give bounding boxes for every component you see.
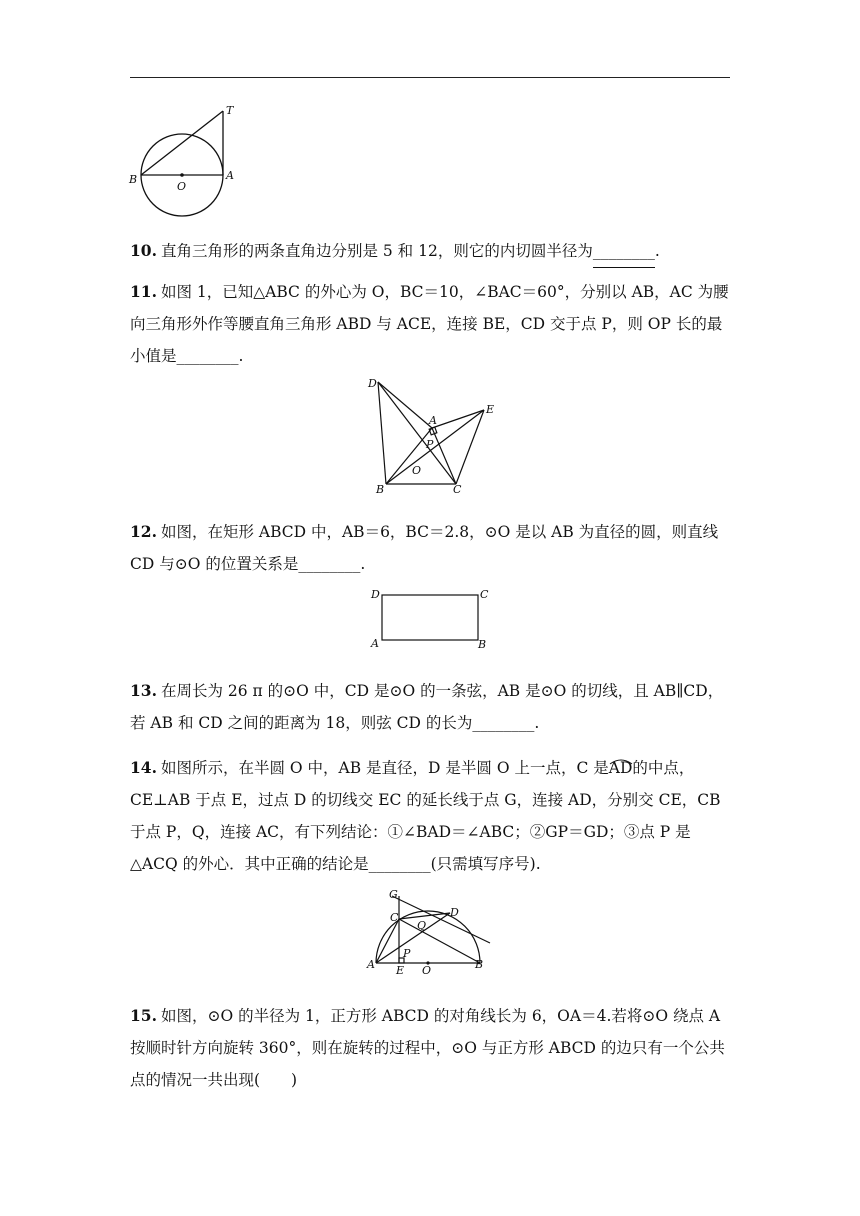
label-A: A <box>429 414 437 427</box>
label-O: O <box>422 964 432 977</box>
label-G: G <box>389 888 398 901</box>
label-B: B <box>376 483 385 496</box>
figure-circle-tangent <box>122 98 252 222</box>
figure-semicircle <box>362 886 498 978</box>
label-C: C <box>453 483 462 496</box>
label-O: O <box>412 464 422 477</box>
arc-AD: AD <box>608 759 633 777</box>
label-C: C <box>480 588 489 601</box>
question-15: 15. 如图，⊙O 的半径为 1，正方形 ABCD 的对角线长为 6，OA＝4.若将⊙O 绕点 A 按顺时针方向旋转 360°，则在旋转的过程中，⊙O 与正方形 ABCD 的边只有一个公共点的情况一共出现( ) <box>130 1006 725 1089</box>
label-B: B <box>129 173 138 186</box>
label-P: P <box>426 438 434 451</box>
label-Q: Q <box>417 919 427 932</box>
figure-rectangle-abcd <box>364 584 494 654</box>
label-O: O <box>177 180 187 193</box>
label-D: D <box>450 906 459 919</box>
question-12: 12. 如图，在矩形 ABCD 中，AB＝6，BC＝2.8，⊙O 是以 AB 为直径的圆，则直线 CD 与⊙O 的位置关系是________. <box>130 522 719 573</box>
label-E: E <box>486 403 495 416</box>
label-D: D <box>371 588 380 601</box>
header-rule <box>130 77 730 78</box>
question-10: 10. 直角三角形的两条直角边分别是 5 和 12，则它的内切圆半径为________. <box>130 235 732 268</box>
label-B: B <box>478 638 487 651</box>
label-P: P <box>403 947 411 960</box>
label-C: C <box>390 911 399 924</box>
label-T: T <box>226 104 234 117</box>
label-B: B <box>475 958 484 971</box>
figure-triangles-abd-ace <box>360 372 500 497</box>
question-11: 11. 如图 1，已知△ABC 的外心为 O，BC＝10，∠BAC＝60°，分别以 AB，AC 为腰向三角形外作等腰直角三角形 ABD 与 ACE，连接 BE，CD 交于点 P，则 OP 长的最小值是________. <box>130 282 729 365</box>
label-A: A <box>371 637 379 650</box>
label-A: A <box>367 958 375 971</box>
question-13: 13. 在周长为 26 π 的⊙O 中，CD 是⊙O 的一条弦，AB 是⊙O 的切线，且 AB∥CD，若 AB 和 CD 之间的距离为 18，则弦 CD 的长为________. <box>130 681 724 732</box>
label-A: A <box>226 169 234 182</box>
label-D: D <box>368 377 377 390</box>
question-14: 14. 如图所示，在半圆 O 中，AB 是直径，D 是半圆 O 上一点，C 是 AD的中点，CE⊥AB 于点 E，过点 D 的切线交 EC 的延长线于点 G，连接 AD，分别交 CE，CB 于点 P，Q，连接 AC，有下列结论：①∠BAD＝∠ABC；②GP＝GD；③点 P 是△ACQ 的外心．其中正确的结论是________(只需填写序号). <box>130 752 732 880</box>
label-E: E <box>396 964 405 977</box>
